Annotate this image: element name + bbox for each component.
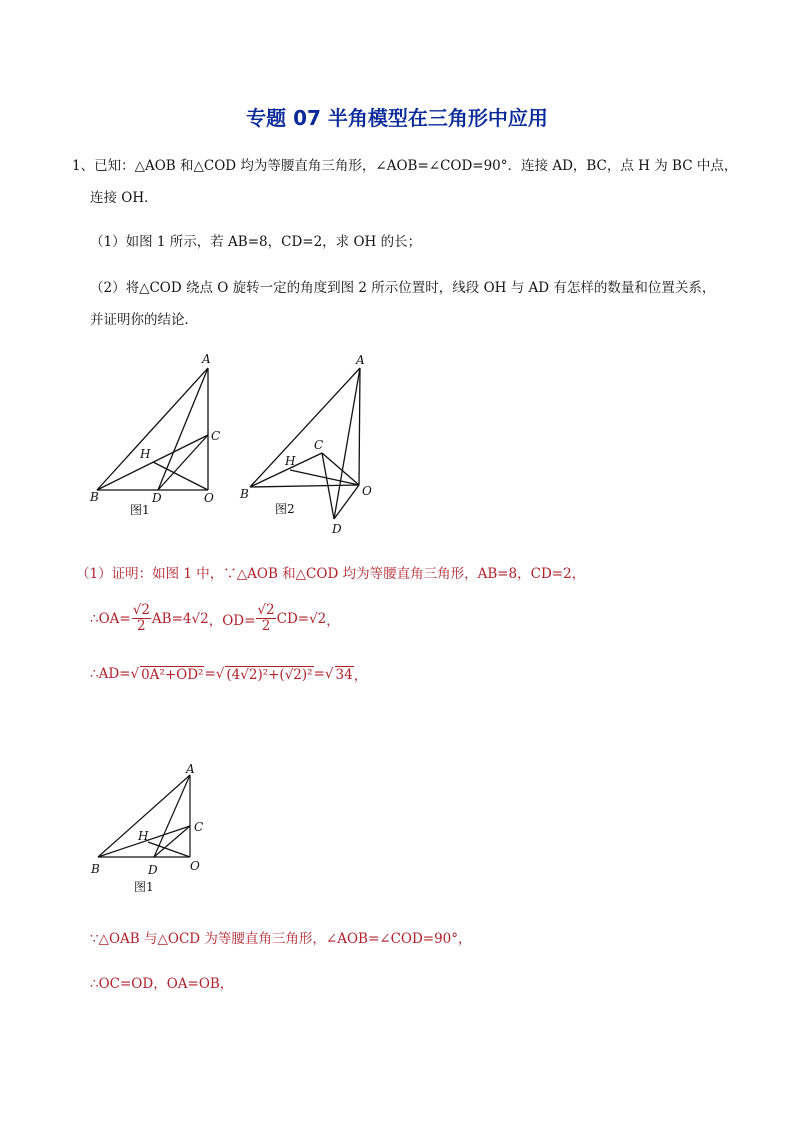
label-c: C — [211, 429, 221, 443]
figure-2-caption: 图2 — [275, 502, 295, 516]
label-o-sol: O — [190, 859, 200, 873]
problem-line-1: 1、已知：△AOB 和△COD 均为等腰直角三角形，∠AOB=∠COD=90°．连接 AD，BC，点 H 为 BC 中点， — [72, 158, 738, 174]
sqrt2-b: √2 — [309, 610, 327, 627]
label-o-fig2: O — [362, 484, 372, 498]
problem-part-2-line-1: （2）将△COD 绕点 O 旋转一定的角度到图 2 所示位置时，线段 OH 与 AD 有怎样的数量和位置关系， — [90, 280, 716, 296]
sqrt2-a: √2 — [191, 610, 209, 627]
label-h: H — [140, 447, 151, 461]
figure-1 — [80, 345, 240, 525]
radical-2: (4√2)²+(√2)² — [226, 666, 313, 683]
label-d-fig2: D — [332, 522, 342, 536]
label-a-sol: A — [186, 762, 195, 776]
label-a-fig2: A — [356, 353, 365, 367]
solution-line-1: （1）证明：如图 1 中，∵△AOB 和△COD 均为等腰直角三角形，AB=8，CD=2， — [76, 566, 586, 582]
od-part: ，OD= — [208, 612, 256, 629]
label-d-sol: D — [148, 863, 158, 877]
figure-1-caption: 图1 — [130, 503, 150, 517]
label-a: A — [202, 352, 211, 366]
fraction-sqrt2-over-2: $\frac{√2}{2}$ — [132, 602, 150, 634]
figure-2 — [232, 345, 392, 540]
label-d: D — [152, 491, 162, 505]
label-h-fig2: H — [285, 454, 296, 468]
solution-line-3: ∴AD= √ 0A²+OD² = √ (4√2)²+(√2)² = √ 34 ， — [90, 666, 368, 684]
label-o: O — [204, 491, 214, 505]
solution-line-2 — [90, 603, 340, 634]
ab-part: AB=4 — [151, 610, 192, 627]
figure-1-solution — [82, 760, 222, 900]
problem-part-2-line-2: 并证明你的结论． — [90, 312, 198, 328]
problem-part-1: （1）如图 1 所示，若 AB=8，CD=2，求 OH 的长； — [90, 234, 422, 250]
solution-line-4: ∵△OAB 与△OCD 为等腰直角三角形，∠AOB=∠COD=90°， — [90, 931, 472, 947]
label-c-sol: C — [194, 820, 204, 834]
page-title: 专题 07 半角模型在三角形中应用 — [246, 106, 548, 130]
ad-prefix: ∴AD= — [90, 666, 131, 682]
label-b-sol: B — [91, 862, 100, 876]
problem-line-2: 连接 OH． — [90, 190, 158, 206]
label-b-fig2: B — [240, 487, 249, 501]
radical-3: 34 — [335, 666, 353, 683]
oa-prefix: ∴OA= — [90, 610, 131, 627]
label-h-sol: H — [138, 829, 149, 843]
figure-1-solution-caption: 图1 — [134, 880, 154, 894]
fraction-sqrt2-over-2-b: $\frac{√2}{2}$ — [257, 602, 275, 634]
line-2-end: ， — [326, 612, 340, 629]
label-b: B — [90, 490, 99, 504]
label-c-fig2: C — [314, 438, 324, 452]
cd-part: CD= — [276, 610, 310, 627]
solution-line-5: ∴OC=OD，OA=OB， — [90, 976, 234, 992]
radical-1: 0A²+OD² — [141, 666, 204, 683]
